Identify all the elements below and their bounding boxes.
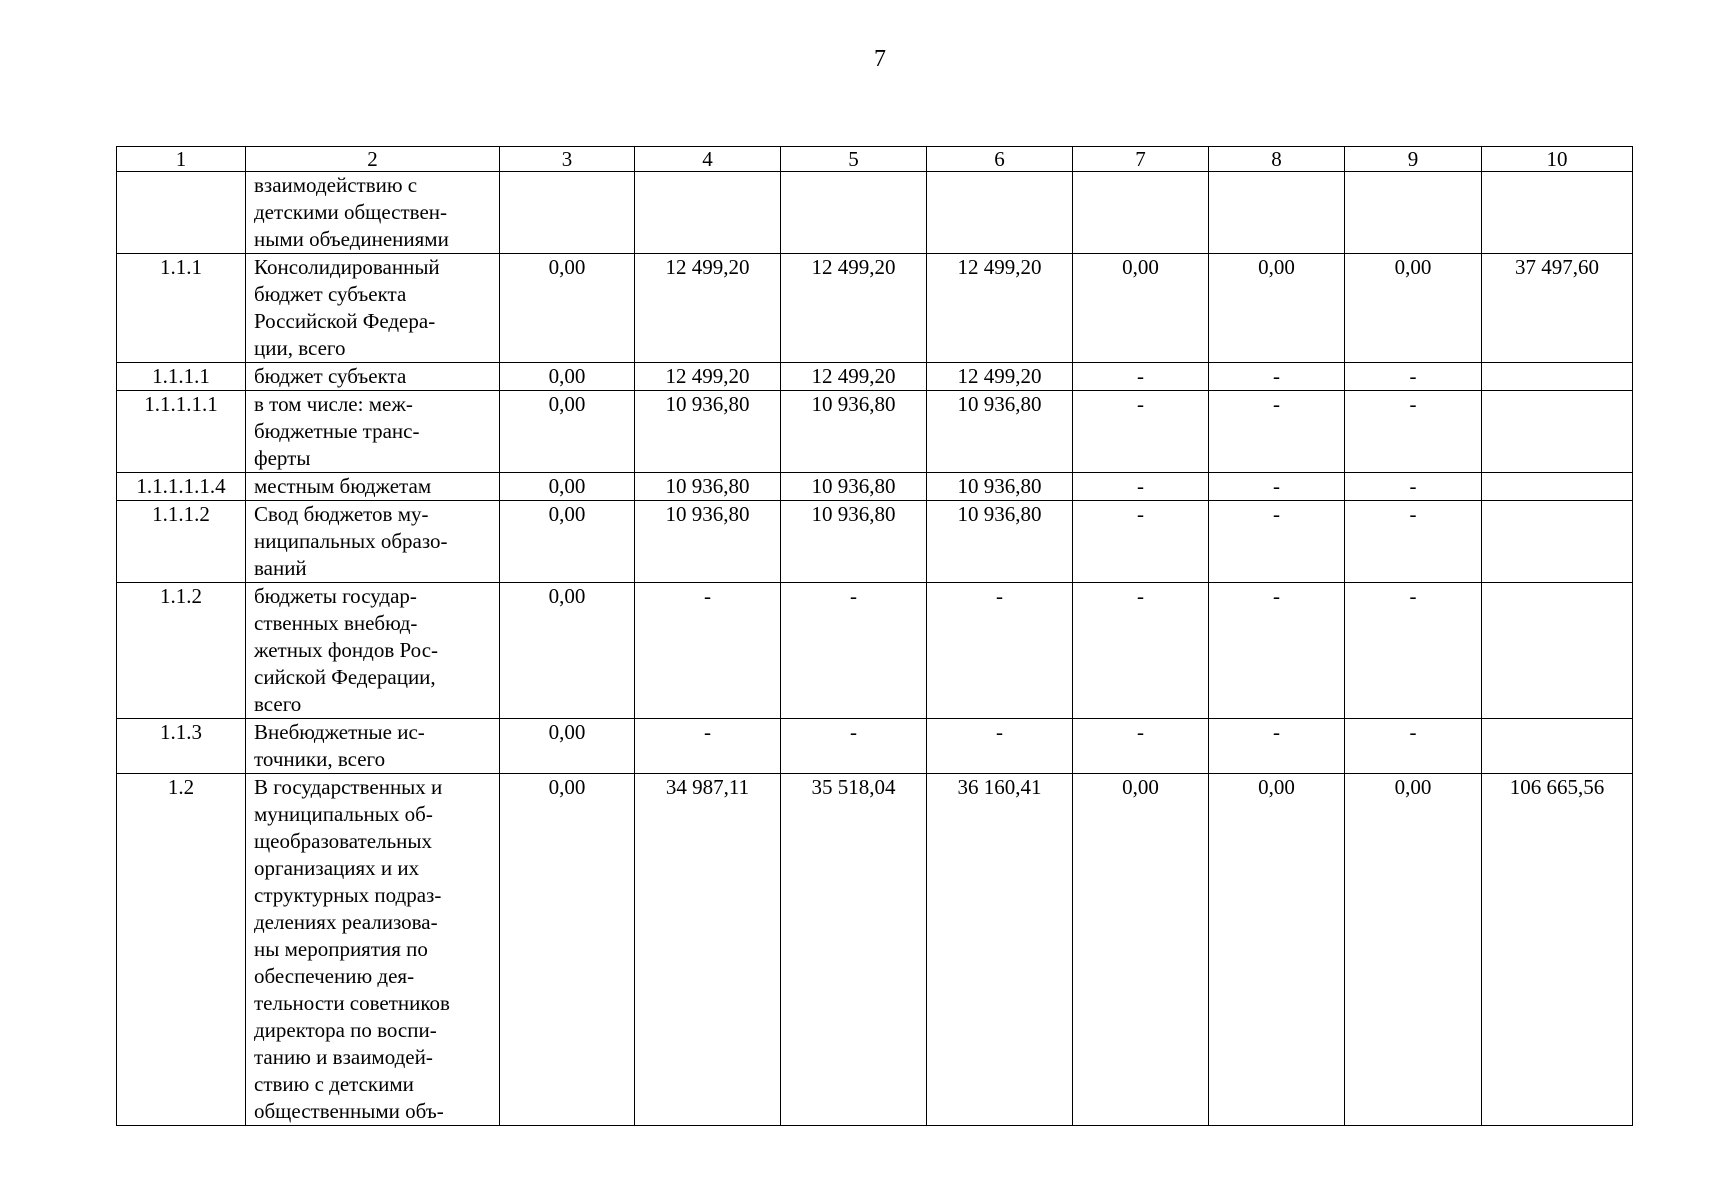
value-cell: 35 518,04: [781, 774, 927, 1126]
table-row: [117, 583, 1633, 719]
row-name: [246, 172, 500, 254]
value-cell: 10 936,80: [927, 501, 1073, 583]
value-cell: 106 665,56: [1482, 774, 1633, 1126]
value-cell: [1482, 363, 1633, 391]
value-cell: [1482, 391, 1633, 473]
value-cell: 10 936,80: [781, 473, 927, 501]
row-name-line: бюджеты государ-: [254, 584, 417, 608]
row-name-line: ниципальных образо-: [254, 529, 448, 553]
row-name-line: детскими обществен-: [254, 200, 448, 224]
value-cell: 12 499,20: [781, 363, 927, 391]
row-name: [246, 391, 500, 473]
value-cell: 0,00: [500, 583, 635, 719]
value-cell: 10 936,80: [635, 391, 781, 473]
value-cell: [635, 172, 781, 254]
row-code: 1.2: [117, 774, 246, 1126]
value-cell: 0,00: [500, 363, 635, 391]
row-name-line: бюджет субъекта: [254, 282, 407, 306]
value-cell: -: [1345, 363, 1482, 391]
table-row: [117, 719, 1633, 774]
column-header: 7: [1073, 147, 1209, 172]
row-name-line: сийской Федерации,: [254, 665, 436, 689]
row-name-line: всего: [254, 692, 302, 716]
row-code: 1.1.1.1: [117, 363, 246, 391]
value-cell: 34 987,11: [635, 774, 781, 1126]
row-code: 1.1.1.1.1: [117, 391, 246, 473]
value-cell: -: [1209, 363, 1345, 391]
row-name-line: ваний: [254, 556, 307, 580]
value-cell: 0,00: [500, 254, 635, 363]
row-code: 1.1.1.1.1.4: [117, 473, 246, 501]
row-name-line: ны мероприятия по: [254, 937, 428, 961]
value-cell: 0,00: [1073, 254, 1209, 363]
value-cell: -: [1345, 583, 1482, 719]
table-row: [117, 254, 1633, 363]
page-number: 7: [874, 46, 886, 72]
value-cell: 0,00: [500, 719, 635, 774]
value-cell: 0,00: [500, 391, 635, 473]
value-cell: -: [1209, 391, 1345, 473]
column-header: 3: [500, 147, 635, 172]
table-row: [117, 774, 1633, 1126]
value-cell: 0,00: [1209, 254, 1345, 363]
value-cell: -: [1209, 719, 1345, 774]
value-cell: -: [635, 583, 781, 719]
row-name-line: ственных внебюд-: [254, 611, 418, 635]
column-header: 6: [927, 147, 1073, 172]
row-name-line: Российской Федера-: [254, 309, 436, 333]
value-cell: 0,00: [1073, 774, 1209, 1126]
value-cell: [1482, 501, 1633, 583]
row-name-line: структурных подраз-: [254, 883, 442, 907]
row-name-line: В государственных и: [254, 775, 443, 799]
value-cell: 0,00: [500, 501, 635, 583]
value-cell: 36 160,41: [927, 774, 1073, 1126]
row-name-line: Консолидированный: [254, 255, 440, 279]
value-cell: 10 936,80: [635, 473, 781, 501]
column-header: 1: [117, 147, 246, 172]
value-cell: -: [1209, 501, 1345, 583]
column-header: 2: [246, 147, 500, 172]
row-code: 1.1.1: [117, 254, 246, 363]
row-name-line: ствию с детскими: [254, 1072, 414, 1096]
value-cell: -: [927, 583, 1073, 719]
value-cell: 0,00: [1345, 254, 1482, 363]
value-cell: 12 499,20: [781, 254, 927, 363]
value-cell: [1345, 172, 1482, 254]
row-code: 1.1.3: [117, 719, 246, 774]
value-cell: -: [1073, 501, 1209, 583]
row-code: [117, 172, 246, 254]
value-cell: [1482, 172, 1633, 254]
value-cell: -: [635, 719, 781, 774]
row-name-line: ными объединениями: [254, 227, 449, 251]
budget-table: [116, 146, 1633, 1126]
value-cell: 12 499,20: [927, 254, 1073, 363]
value-cell: [500, 172, 635, 254]
value-cell: [1482, 473, 1633, 501]
row-name: [246, 254, 500, 363]
value-cell: 0,00: [1209, 774, 1345, 1126]
row-name-line: точники, всего: [254, 747, 386, 771]
row-name-line: тельности советников: [254, 991, 450, 1015]
value-cell: -: [1345, 719, 1482, 774]
column-header: 8: [1209, 147, 1345, 172]
row-name-line: организациях и их: [254, 856, 420, 880]
value-cell: [927, 172, 1073, 254]
value-cell: [1073, 172, 1209, 254]
row-name: [246, 583, 500, 719]
table-row: [117, 172, 1633, 254]
table-row: [117, 473, 1633, 501]
value-cell: 10 936,80: [635, 501, 781, 583]
value-cell: [1482, 719, 1633, 774]
row-name-line: директора по воспи-: [254, 1018, 437, 1042]
row-name: [246, 473, 500, 501]
value-cell: -: [781, 719, 927, 774]
row-name-line: обеспечению дея-: [254, 964, 415, 988]
value-cell: [1482, 583, 1633, 719]
row-name-line: танию и взаимодей-: [254, 1045, 433, 1069]
row-name-line: в том числе: меж-: [254, 392, 413, 416]
row-name-line: щеобразовательных: [254, 829, 432, 853]
value-cell: [781, 172, 927, 254]
row-name-line: общественными объ-: [254, 1099, 444, 1123]
value-cell: -: [927, 719, 1073, 774]
value-cell: -: [1073, 583, 1209, 719]
value-cell: -: [1345, 473, 1482, 501]
value-cell: 10 936,80: [781, 391, 927, 473]
row-name: [246, 774, 500, 1126]
value-cell: -: [1073, 473, 1209, 501]
row-name: [246, 363, 500, 391]
value-cell: 10 936,80: [927, 391, 1073, 473]
row-name-line: жетных фондов Рос-: [254, 638, 439, 662]
column-header: 5: [781, 147, 927, 172]
value-cell: 12 499,20: [635, 254, 781, 363]
row-name-line: ции, всего: [254, 336, 346, 360]
column-header: 4: [635, 147, 781, 172]
column-header: 10: [1482, 147, 1633, 172]
row-name-line: местным бюджетам: [254, 474, 432, 498]
value-cell: 12 499,20: [635, 363, 781, 391]
table-row: [117, 391, 1633, 473]
row-name-line: Свод бюджетов му-: [254, 502, 429, 526]
row-name-line: муниципальных об-: [254, 802, 433, 826]
value-cell: 0,00: [500, 774, 635, 1126]
row-name: [246, 719, 500, 774]
value-cell: 12 499,20: [927, 363, 1073, 391]
value-cell: -: [1073, 391, 1209, 473]
table-row: [117, 363, 1633, 391]
value-cell: 10 936,80: [927, 473, 1073, 501]
value-cell: -: [1073, 363, 1209, 391]
value-cell: -: [781, 583, 927, 719]
row-code: 1.1.1.2: [117, 501, 246, 583]
value-cell: -: [1073, 719, 1209, 774]
value-cell: -: [1209, 473, 1345, 501]
row-name-line: ферты: [254, 446, 311, 470]
row-name-line: бюджет субъекта: [254, 364, 407, 388]
value-cell: [1209, 172, 1345, 254]
row-code: 1.1.2: [117, 583, 246, 719]
table-row: [117, 501, 1633, 583]
value-cell: -: [1209, 583, 1345, 719]
value-cell: 37 497,60: [1482, 254, 1633, 363]
table-body: [117, 172, 1633, 1126]
value-cell: 10 936,80: [781, 501, 927, 583]
row-name-line: взаимодействию с: [254, 173, 418, 197]
row-name: [246, 501, 500, 583]
row-name-line: Внебюджетные ис-: [254, 720, 425, 744]
value-cell: 0,00: [1345, 774, 1482, 1126]
value-cell: -: [1345, 391, 1482, 473]
value-cell: 0,00: [500, 473, 635, 501]
header-row: [117, 147, 1633, 172]
value-cell: -: [1345, 501, 1482, 583]
row-name-line: делениях реализова-: [254, 910, 438, 934]
column-header: 9: [1345, 147, 1482, 172]
row-name-line: бюджетные транс-: [254, 419, 420, 443]
